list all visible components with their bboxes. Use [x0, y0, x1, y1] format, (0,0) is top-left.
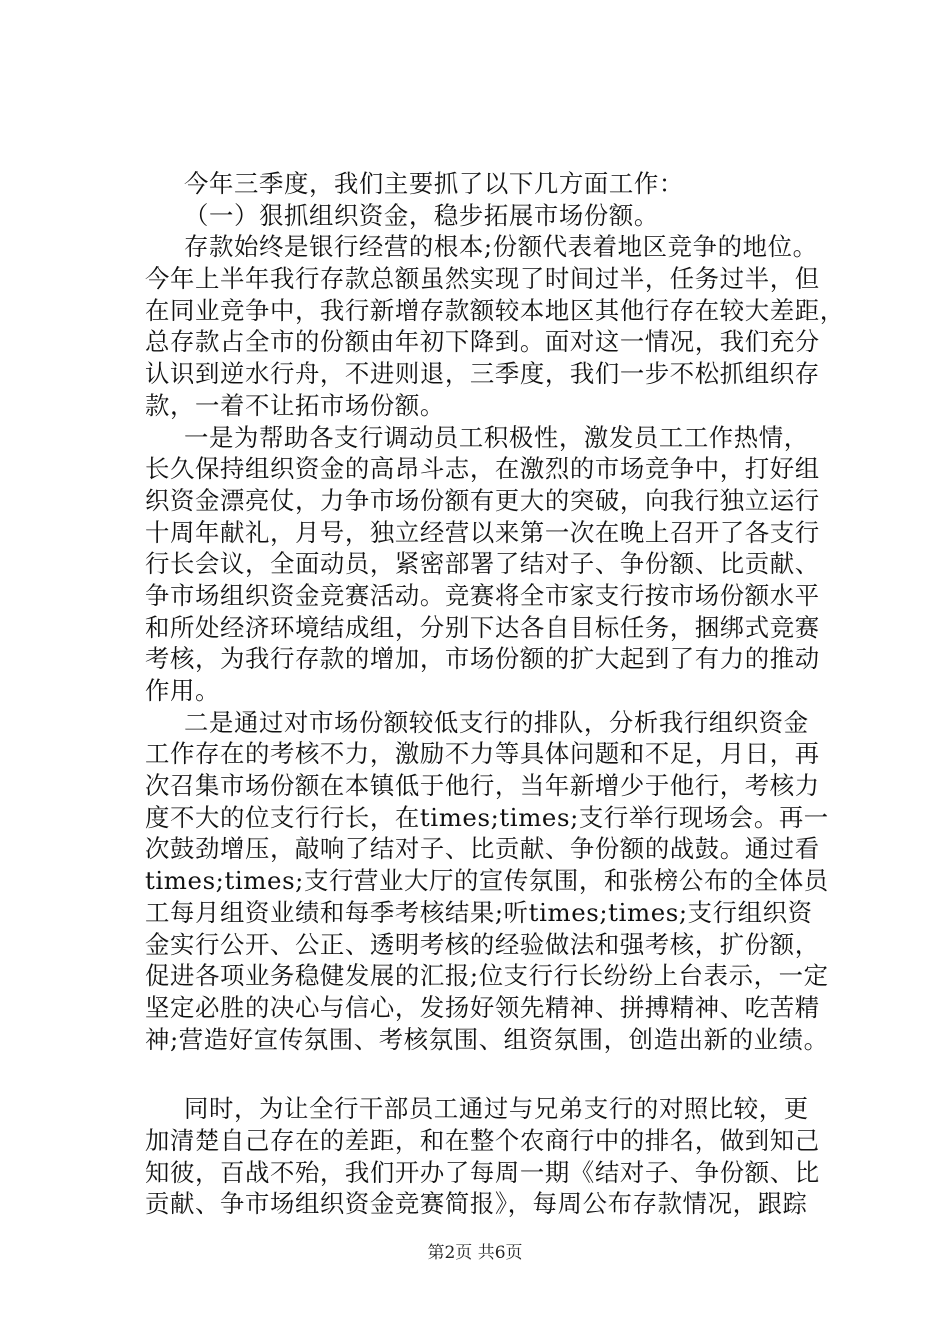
text-line: 争市场组织资金竞赛活动。竞赛将全市家支行按市场份额水平 [145, 580, 820, 610]
text-line: 存款始终是银行经营的根本;份额代表着地区竞争的地位。 [184, 232, 818, 262]
text-line: 织资金漂亮仗，力争市场份额有更大的突破，向我行独立运行 [145, 485, 820, 515]
text-line: 工每月组资业绩和每季考核结果;听times;times;支行组织资 [145, 897, 813, 927]
text-line: 认识到逆水行舟，不进则退，三季度，我们一步不松抓组织存 [145, 359, 820, 389]
text-line: 今年三季度，我们主要抓了以下几方面工作： [184, 169, 684, 198]
text-line: 坚定必胜的决心与信心，发扬好领先精神、拼搏精神、吃苦精 [145, 992, 820, 1022]
text-line: 在同业竞争中，我行新增存款额较本地区其他行存在较大差距， [145, 295, 845, 325]
text-line: 神;营造好宣传氛围、考核氛围、组资氛围，创造出新的业绩。 [145, 1024, 829, 1054]
text-line: 考核，为我行存款的增加，市场份额的扩大起到了有力的推动 [145, 644, 820, 674]
document-body [145, 168, 845, 1220]
paragraph-deposits [145, 231, 845, 421]
paragraph-point-two [145, 707, 827, 1056]
text-line: 款，一着不让拓市场份额。 [145, 390, 445, 420]
text-line: 贡献、争市场组织资金竞赛简报》，每周公布存款情况，跟踪 [145, 1189, 808, 1219]
text-line: 次鼓劲增压，敲响了结对子、比贡献、争份额的战鼓。通过看 [145, 834, 820, 864]
text-line: 今年上半年我行存款总额虽然实现了时间过半，任务过半，但 [145, 264, 820, 294]
text-line: 同时，为让全行干部员工通过与兄弟支行的对照比较，更 [184, 1094, 809, 1124]
text-line: 一是为帮助各支行调动员工积极性，激发员工工作热情， [184, 422, 809, 452]
text-line: 十周年献礼，月号，独立经营以来第一次在晚上召开了各支行 [145, 517, 820, 547]
text-line: 金实行公开、公正、透明考核的经验做法和强考核，扩份额， [145, 929, 820, 959]
text-line: 加清楚自己存在的差距，和在整个农商行中的排名，做到知己 [145, 1125, 820, 1155]
text-line: 作用。 [145, 676, 220, 705]
paragraph-intro [145, 168, 827, 200]
text-line: 促进各项业务稳健发展的汇报;位支行行长纷纷上台表示，一定 [145, 961, 829, 991]
text-line: 度不大的位支行行长，在times;times;支行举行现场会。再一 [145, 802, 829, 832]
paragraph-meanwhile [145, 1093, 827, 1220]
text-line: 长久保持组织资金的高昂斗志，在激烈的市场竞争中，打好组 [145, 454, 820, 484]
text-line: 行长会议，全面动员，紧密部署了结对子、争份额、比贡献、 [145, 549, 820, 579]
text-line: 知彼，百战不殆，我们开办了每周一期《结对子、争份额、比 [145, 1157, 820, 1187]
text-line: 和所处经济环境结成组，分别下达各自目标任务，捆绑式竞赛 [145, 612, 820, 642]
text-line: （一）狠抓组织资金，稳步拓展市场份额。 [184, 200, 659, 230]
page-number-footer: 第2页 共6页 [427, 1243, 523, 1263]
section-heading [145, 200, 827, 232]
text-line: 总存款占全市的份额由年初下降到。面对这一情况，我们充分 [145, 327, 820, 357]
text-line: 二是通过对市场份额较低支行的排队，分析我行组织资金 [184, 707, 809, 737]
text-line: 次召集市场份额在本镇低于他行，当年新增少于他行，考核力 [145, 771, 820, 801]
paragraph-point-one [145, 422, 827, 707]
paragraph-spacer [145, 1055, 827, 1093]
text-line: 工作存在的考核不力，激励不力等具体问题和不足，月日，再 [145, 739, 820, 769]
text-line: times;times;支行营业大厅的宣传氛围，和张榜公布的全体员 [145, 866, 829, 896]
